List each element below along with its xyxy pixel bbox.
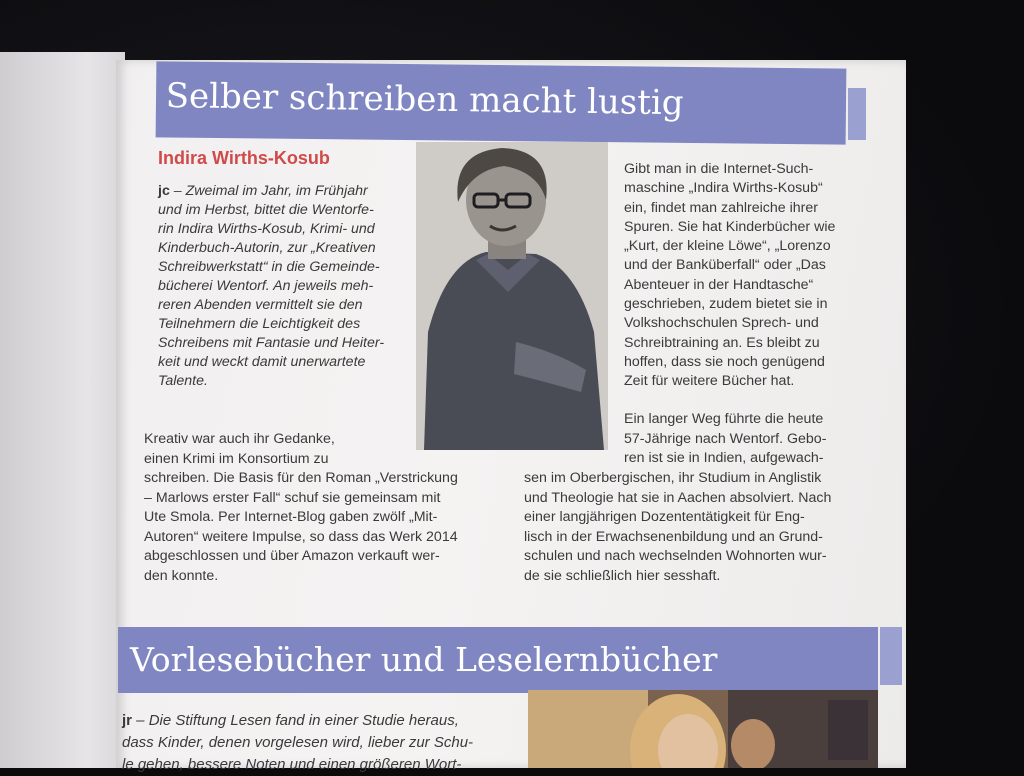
text-line: schulen und nach wechselnden Wohnorten wur- — [524, 548, 827, 565]
text-line: rin Indira Wirths-Kosub, Krimi- und — [158, 221, 375, 237]
text-line: Schreibtraining an. Es bleibt zu — [624, 334, 820, 351]
text-line: Schreibwerkstatt“ in die Gemeinde- — [158, 259, 380, 275]
article-title: Selber schreiben macht lustig — [165, 76, 684, 124]
intro-tag-2: jr — [122, 712, 133, 729]
text-line: einen Krimi im Konsortium zu — [144, 450, 329, 467]
text-line: Teilnehmern die Leichtigkeit des — [158, 316, 361, 332]
text-line: und der Banküberfall“ oder „Das — [624, 257, 826, 274]
text-line: sen im Oberbergischen, ihr Studium in Anglistik — [524, 470, 822, 486]
left-page-edge — [0, 52, 125, 768]
text-line: Abenteuer in der Handtasche“ — [624, 276, 814, 293]
text-line: und im Herbst, bittet die Wentorfe- — [158, 202, 374, 218]
author-portrait — [416, 142, 608, 450]
banner-tab — [848, 88, 866, 140]
text-line: – Zweimal im Jahr, im Frühjahr — [169, 183, 368, 199]
article-body-left — [144, 430, 458, 586]
article2-intro — [122, 710, 473, 776]
text-line: Gibt man in die Internet-Such- — [624, 161, 814, 177]
text-line: – Die Stiftung Lesen fand in einer Studie heraus, — [132, 712, 459, 729]
article-intro — [158, 182, 384, 391]
text-line: Volkshochschulen Sprech- und — [624, 315, 819, 332]
text-line: Kinderbuch-Autorin, zur „Kreativen — [158, 240, 376, 256]
author-name: Indira Wirths-Kosub — [158, 148, 330, 168]
portrait-illustration — [416, 142, 608, 450]
text-line: den konnte. — [144, 567, 219, 584]
text-line: Kreativ war auch ihr Gedanke, — [144, 431, 335, 447]
text-line: Spuren. Sie hat Kinderbücher wie — [624, 218, 836, 235]
text-line: ren ist sie in Indien, aufgewach- — [624, 450, 824, 466]
text-line: 57-Jährige nach Wentorf. Gebo- — [624, 430, 827, 447]
text-line: – Marlows erster Fall“ schuf sie gemeinsam mit — [144, 489, 441, 506]
text-line: reren Abenden vermittelt sie den — [158, 297, 363, 313]
text-line: Ein langer Weg führte die heute — [624, 411, 824, 427]
text-line: lisch in der Erwachsenenbildung und an Grund- — [524, 528, 823, 545]
text-line: Talente. — [158, 373, 208, 389]
article2-title: Vorlesebücher und Leselernbücher — [130, 640, 718, 679]
text-line: dass Kinder, denen vorgelesen wird, lieber zur Schu- — [122, 734, 474, 751]
text-line: maschine „Indira Wirths-Kosub“ — [624, 180, 823, 197]
article-body-right-1 — [624, 160, 835, 392]
text-line: le gehen, bessere Noten und einen größeren Wort- — [122, 756, 462, 773]
text-line: keit und weckt damit unerwartete — [158, 354, 366, 370]
banner-tab-2 — [880, 627, 902, 685]
text-line: hoffen, dass sie noch genügend — [624, 353, 825, 370]
text-line: und Theologie hat sie in Aachen absolviert. Nach — [524, 489, 832, 506]
text-line: einer langjährigen Dozententätigkeit für Eng- — [524, 509, 805, 526]
article-body-right-2 — [624, 410, 826, 469]
text-line: bücherei Wentorf. An jeweils meh- — [158, 278, 374, 294]
text-line: Schreibens mit Fantasie und Heiter- — [158, 335, 385, 351]
article-body-right-3 — [524, 469, 831, 587]
text-line: „Kurt, der kleine Löwe“, „Lorenzo — [624, 238, 831, 255]
text-line: de sie schließlich hier sesshaft. — [524, 567, 721, 584]
text-line: schreiben. Die Basis für den Roman „Verstrickung — [144, 470, 458, 486]
text-line: abgeschlossen und über Amazon verkauft wer- — [144, 548, 440, 564]
text-line: Ute Smola. Per Internet-Blog gaben zwölf „Mit- — [144, 509, 438, 525]
text-line: Zeit für weitere Bücher hat. — [624, 373, 795, 390]
intro-tag: jc — [158, 183, 170, 199]
text-line: ein, findet man zahlreiche ihrer — [624, 199, 818, 216]
article2-photo — [528, 690, 878, 768]
text-line: Autoren“ weitere Impulse, so dass das Werk 2014 — [144, 528, 458, 545]
text-line: geschrieben, zudem bietet sie in — [624, 296, 828, 313]
photo-illustration — [528, 690, 878, 768]
